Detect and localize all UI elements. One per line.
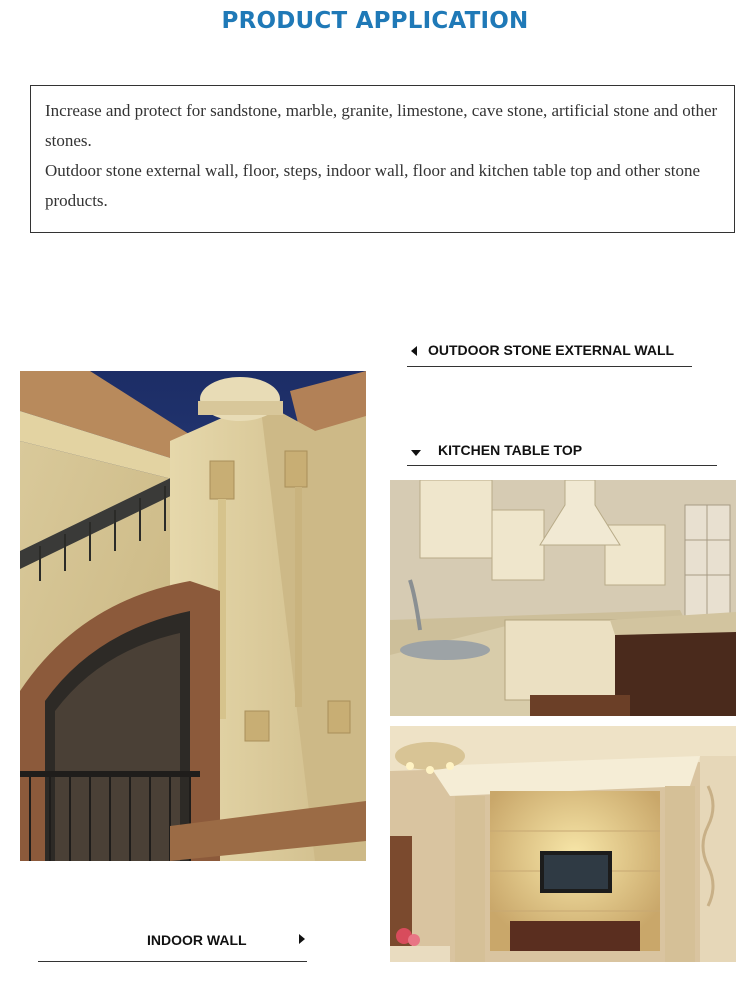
- triangle-down-icon: [411, 450, 421, 456]
- indoor-wall-label: INDOOR WALL: [147, 932, 247, 948]
- description-box: [30, 85, 735, 233]
- page-title: PRODUCT APPLICATION: [221, 8, 529, 34]
- triangle-right-icon: [299, 934, 305, 944]
- indoor-label-rule: [38, 961, 307, 962]
- description-line-1: Increase and protect for sandstone, marble, granite, limestone, cave stone, artificial stone and other stones.: [45, 101, 718, 150]
- exterior-wall-photo: [20, 371, 366, 861]
- description-line-2: Outdoor stone external wall, floor, steps, indoor wall, floor and kitchen table top and other stone products.: [45, 161, 701, 210]
- outdoor-label-rule: [407, 366, 692, 367]
- kitchen-label-rule: [407, 465, 717, 466]
- kitchen-table-label: KITCHEN TABLE TOP: [438, 442, 583, 458]
- kitchen-photo: [390, 480, 736, 716]
- triangle-left-icon: [411, 346, 417, 356]
- indoor-wall-photo: [390, 726, 736, 962]
- outdoor-wall-label: OUTDOOR STONE EXTERNAL WALL: [428, 342, 675, 358]
